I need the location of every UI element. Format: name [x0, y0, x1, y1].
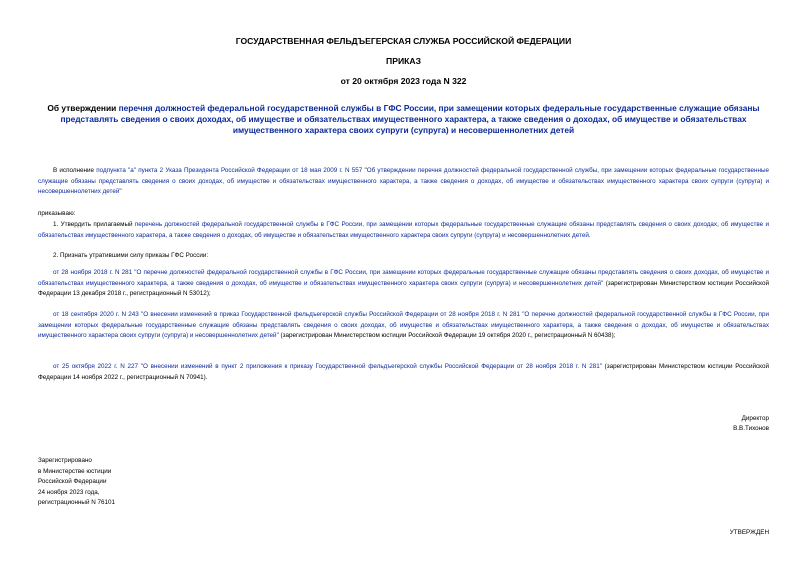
- registration-line-5: регистрационный N 76101: [38, 499, 116, 507]
- approved-stamp: УТВЕРЖДЕН: [729, 529, 769, 536]
- registration-line-4: 24 ноября 2023 года,: [38, 488, 100, 496]
- document-title: [40, 103, 767, 136]
- repealed-order-3-link[interactable]: от 25 октября 2022 г. N 227 "О внесении изменений в пункт 2 приложения к приказу Государственной фельдъегерской службы Российской Федерации от 28 ноября 2018 г. N 281": [53, 363, 602, 370]
- item-2-text: 2. Признать утратившими силу приказы ГФС России:: [53, 252, 209, 259]
- signature-block: [733, 414, 769, 434]
- title-prefix: Об утверждении: [47, 103, 119, 113]
- intro-paragraph: [38, 166, 769, 198]
- item-1-paragraph: [38, 220, 769, 241]
- title-link[interactable]: перечня должностей федеральной государственной службы в ГФС России, при замещении которых федеральные государственные служащие обязаны представлять сведения о своих доходах, об имуществе и обязательствах имущественного характера, а также сведения о доходах, об имуществе и обязательствах имущественного характера своих супруги (супруга) и несовершеннолетних детей: [60, 103, 760, 135]
- repealed-order-2: [38, 310, 769, 342]
- intro-text-a: В исполнение: [53, 167, 97, 174]
- registration-line-2: в Министерстве юстиции: [38, 467, 112, 475]
- repealed-order-1: [38, 268, 769, 300]
- intro-text-c: ": [119, 188, 122, 196]
- intro-link-decree-title[interactable]: Об утверждении перечня должностей федеральной государственной службы, при замещении которых федеральные государственные служащие обязаны представлять сведения о своих доходах, об имуществе и обязательствах имущественного характера, а также сведения о доходах, об имуществе и обязательствах имущественного характера своих супруги (супруга) и несовершеннолетних детей: [38, 167, 769, 196]
- intro-text-b: ": [362, 167, 367, 174]
- repealed-order-2-link[interactable]: от 18 сентября 2020 г. N 243 "О внесении изменений в приказ Государственной фельдъегерской службы Российской Федерации от 28 ноября 2018 г. N 281 "О перечне должностей федеральной государственной службы в ГФС России, при замещении которых федеральные государственные служащие обязаны представлять сведения о своих доходах, об имуществе и обязательствах имущественного характера, а также сведения о доходах, об имуществе и обязательствах имущественного характера своих супруги (супруга) и несовершеннолетних детей": [38, 311, 769, 340]
- document-type: ПРИКАЗ: [386, 56, 421, 66]
- repealed-order-3: [38, 362, 769, 383]
- repealed-order-1-link[interactable]: от 28 ноября 2018 г. N 281 "О перечне должностей федеральной государственной службы в ГФС России, при замещении которых федеральные государственные служащие обязаны представлять сведения о своих доходах, об имуществе и обязательствах имущественного характера, а также сведения о доходах, об имуществе и обязательствах имущественного характера своих супруги (супруга) и несовершеннолетних детей": [38, 269, 769, 287]
- registration-block: [38, 456, 115, 509]
- repealed-order-3-text: (зарегистрирован Министерством юстиции Российской Федерации 14 ноября 2022 г., регистрационный N 70941).: [38, 363, 769, 381]
- signature-name: В.В.Тихонов: [733, 425, 769, 432]
- order-word: приказываю:: [38, 210, 76, 217]
- item-1-text-b: .: [588, 231, 591, 239]
- item-1-link[interactable]: перечень должностей федеральной государственной службы в ГФС России, при замещении которых федеральные государственные служащие обязаны представлять сведения о своих доходах, об имуществе и обязательствах имущественного характера, а также сведения о доходах, об имуществе и обязательствах имущественного характера своих супруги (супруга) и несовершеннолетних детей: [38, 221, 770, 239]
- document-date: от 20 октября 2023 года N 322: [340, 76, 467, 86]
- agency-name: ГОСУДАРСТВЕННАЯ ФЕЛЬДЪЕГЕРСКАЯ СЛУЖБА РОССИЙСКОЙ ФЕДЕРАЦИИ: [235, 36, 572, 46]
- item-1-text-a: 1. Утвердить прилагаемый: [53, 221, 135, 228]
- signature-position: Директор: [741, 415, 769, 422]
- repealed-order-1-text: (зарегистрирован Министерством юстиции Российской Федерации 13 декабря 2018 г., регистрационный N 53012);: [38, 279, 770, 298]
- registration-line-3: Российской Федерации: [38, 478, 107, 486]
- repealed-order-2-text: (зарегистрирован Министерством юстиции Российской Федерации 19 октября 2020 г., регистрационный N 60438);: [278, 332, 616, 340]
- intro-link-decree[interactable]: подпункта "а" пункта 2 Указа Президента Российской Федерации от 18 мая 2009 г. N 557: [96, 167, 363, 174]
- registration-line-1: Зарегистрировано: [38, 457, 92, 464]
- item-2-paragraph: [38, 251, 769, 262]
